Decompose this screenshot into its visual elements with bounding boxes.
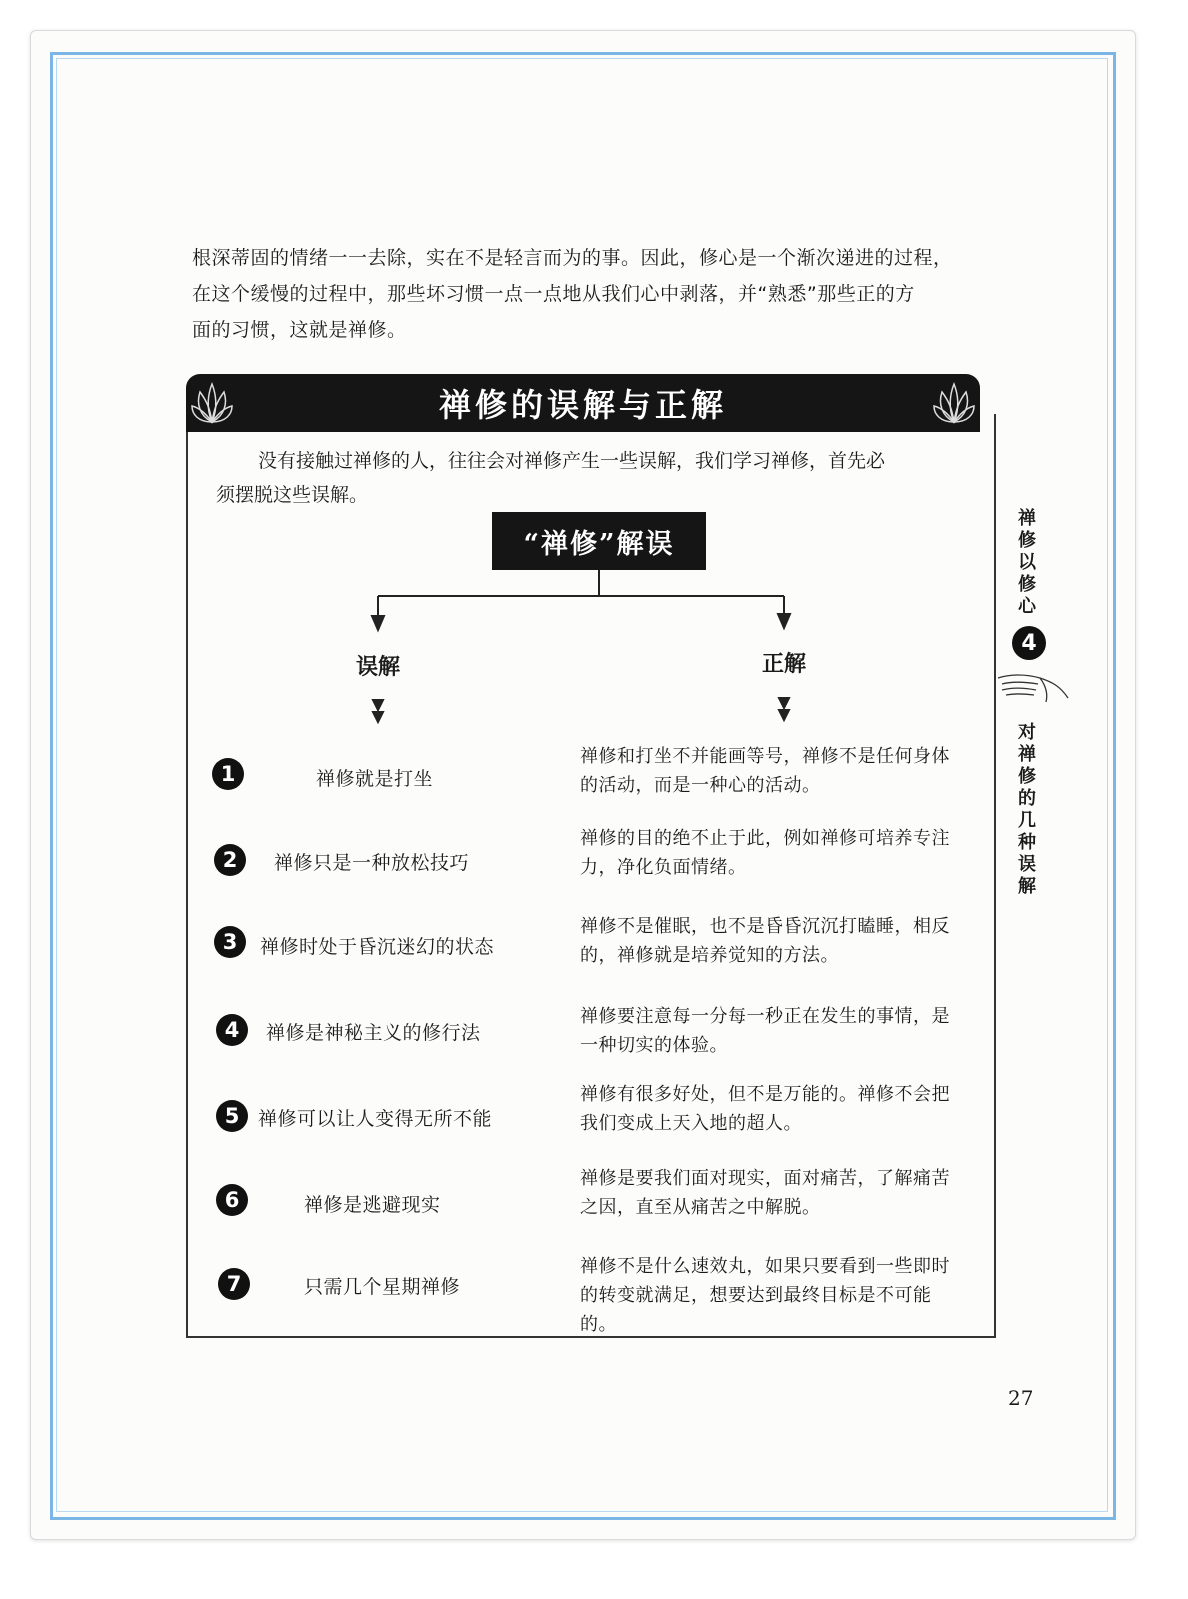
- tree-title: [492, 512, 706, 570]
- intro-line-1: 根深蒂固的情绪一一去除，实在不是轻言而为的事。因此，修心是一个渐次递进的过程，: [192, 247, 953, 269]
- row-number-badge: 4: [216, 1014, 248, 1046]
- box-intro-line-1: 没有接触过禅修的人，往往会对禅修产生一些误解，我们学习禅修，首先必: [258, 450, 886, 472]
- row-number-badge: 5: [216, 1100, 248, 1132]
- row-number-badge: 2: [214, 844, 246, 876]
- myth-text: 只需几个星期禅修: [304, 1276, 461, 1298]
- row-number-badge: 1: [212, 758, 244, 790]
- hand-icon: [996, 664, 1072, 704]
- intro-paragraph: [192, 240, 982, 348]
- myth-text: 禅修时处于昏沉迷幻的状态: [260, 936, 495, 958]
- fact-text: 禅修的目的绝不止于此，例如禅修可培养专注力，净化负面情绪。: [580, 828, 950, 878]
- side-section-title: 对禅修的几种误解: [1018, 722, 1036, 897]
- row-number-badge: 7: [218, 1268, 250, 1300]
- box-title: 禅修的误解与正解: [438, 386, 727, 424]
- fact-text: 禅修不是什么速效丸，如果只要看到一些即时的转变就满足，想要达到最终目标是不可能的。: [580, 1256, 950, 1335]
- fact-text: 禅修不是催眠，也不是昏昏沉沉打瞌睡，相反的，禅修就是培养觉知的方法。: [580, 916, 950, 966]
- myth-text: 禅修可以让人变得无所不能: [258, 1108, 493, 1130]
- column-header-myth: 误解: [355, 655, 400, 680]
- fact-text: 禅修要注意每一分每一秒正在发生的事情，是一种切实的体验。: [580, 1006, 950, 1056]
- myth-text: 禅修是神秘主义的修行法: [266, 1022, 481, 1044]
- tree-title-text: “禅修”解误: [523, 528, 675, 560]
- myth-text: 禅修就是打坐: [316, 768, 434, 790]
- fact-text: 禅修和打坐不并能画等号，禅修不是任何身体的活动，而是一种心的活动。: [580, 746, 950, 796]
- intro-line-3: 面的习惯，这就是禅修。: [192, 319, 407, 341]
- fact-text: 禅修是要我们面对现实，面对痛苦，了解痛苦之因，直至从痛苦之中解脱。: [580, 1168, 950, 1218]
- box-intro-line-2: 须摆脱这些误解。: [216, 484, 369, 506]
- row-number-badge: 6: [216, 1184, 248, 1216]
- fact-text: 禅修有很多好处，但不是万能的。禅修不会把我们变成上天入地的超人。: [580, 1084, 950, 1134]
- chapter-number-badge: 4: [1012, 626, 1046, 660]
- column-header-fact: 正解: [761, 652, 806, 677]
- myth-text: 禅修是逃避现实: [304, 1194, 441, 1216]
- row-number-badge: 3: [214, 926, 246, 958]
- page-number: 27: [1008, 1386, 1034, 1410]
- intro-line-2: 在这个缓慢的过程中，那些坏习惯一点一点地从我们心中剥落，并“熟悉”那些正的方: [192, 283, 915, 305]
- side-chapter-title: 禅修以修心: [1018, 508, 1036, 617]
- myth-text: 禅修只是一种放松技巧: [274, 852, 470, 874]
- misconception-box: [186, 374, 980, 1334]
